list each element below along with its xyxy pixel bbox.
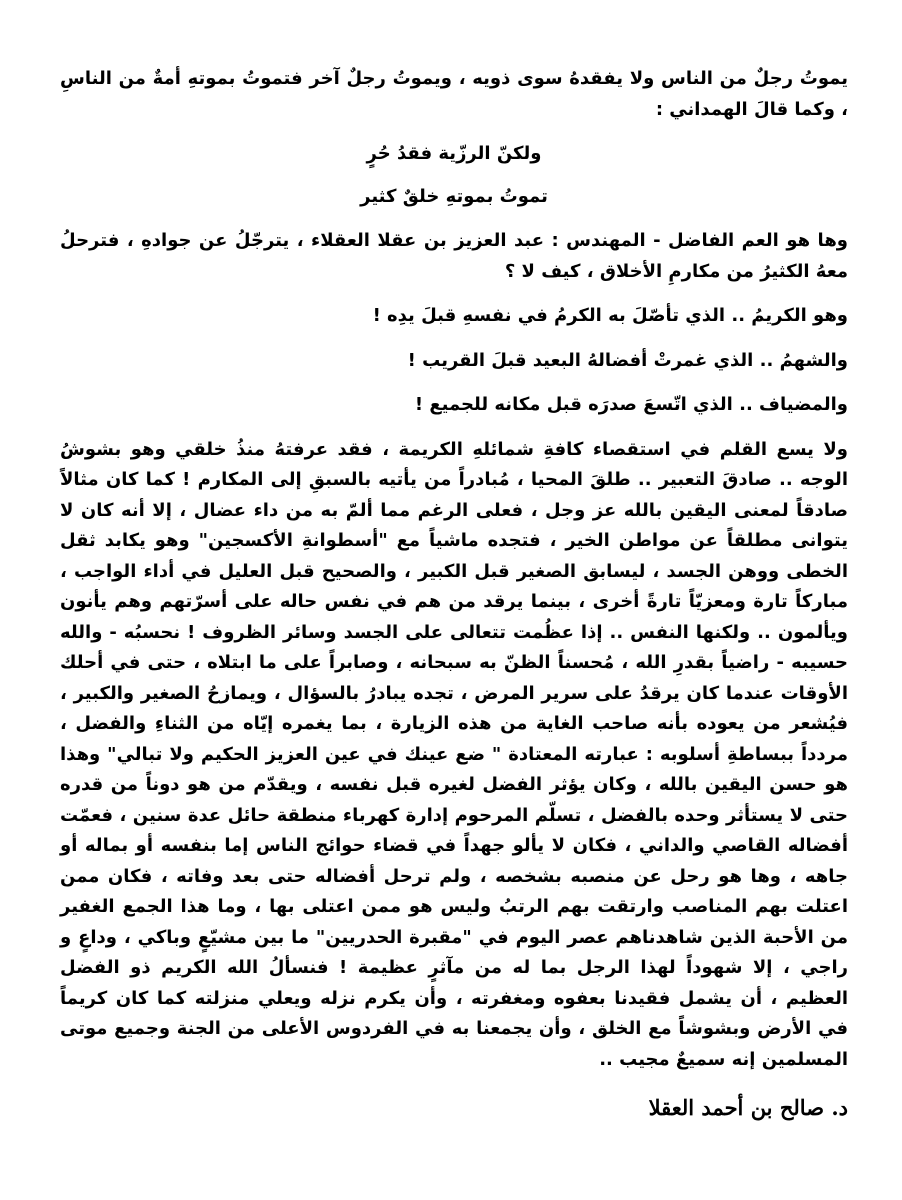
intro-paragraph: يموتُ رجلٌ من الناس ولا يفقدهُ سوى ذويه ، ويموتُ رجلٌ آخر فتموتُ بموتهِ أمةٌ من الناسِ ، وكما قالَ الهمداني :	[60, 68, 848, 120]
tribute-paragraph: وها هو العم الفاضل - المهندس : عبد العزيز بن عقلا العقلاء ، يترجّلُ عن جوادهِ ، فترحلُ معهُ الكثيرُ من مكارمِ الأخلاق ، كيف لا ؟	[60, 230, 848, 282]
signature: د. صالح بن أحمد العقلا	[648, 1095, 848, 1120]
body-paragraph: ولا يسع القلم في استقصاء كافةِ شمائلهِ الكريمة ، فقد عرفتهُ منذُ خلقي وهو بشوشُ الوجه .. صادقَ التعبير .. طلقَ المحيا ، مُبادراً من يأتيه بالسبقِ إلى المكارم ! كما كان مثالاً صادقاً لمعنى اليقين بالله عز وجل ، فعلى الرغم مما ألمّ به من داء عضال ، إلا أنه كان لا يتوانى مطلقاً عن مواطن الخير ، فتجده ماشياً مع "أسطوانةِ الأكسجين" وهو يكابد ثقل الخطى ووهن الجسد ، ليسابق الصغير قبل الكبير ، والصحيح قبل العليل في أداء الواجب ، مباركاً تارة ومعزيّاً تارةً أخرى ، بينما يرقد من هم في نفس حاله على أسرّتهم وهم يأنون ويألمون .. ولكنها النفس .. إذا عظُمت تتعالى على الجسد وسائر الظروف ! نحسبُه - والله حسيبه - راضياً بقدرِ الله ، مُحسناً الظنّ به سبحانه ، وصابراً على ما ابتلاه ، حتى في أحلك الأوقات عندما كان يرقدُ على سرير المرض ، تجده يبادرُ بالسؤال ، ويمازحُ الصغير والكبير ، فيُشعر من يعوده بأنه صاحب الغاية من هذه الزيارة ، بما يغمره إيّاه من الثناءِ والفضل ، مردداً ببساطةِ أسلوبه : عبارته المعتادة " ضع عينك في عين العزيز الحكيم ولا تبالي" وهذا هو حسن اليقين بالله ، وكان يؤثر الفضل لغيره قبل نفسه ، ويقدّم من هو دوناً من قدره حتى لا يستأثر وحده بالفضل ، تسلّم المرحوم إدارة كهرباء منطقة حائل عدة سنين ، فعمّت أفضاله القاصي والداني ، فكان لا يألو جهداً في قضاء حوائج الناس إما بنفسه أو بماله أو جاهه ، وها هو رحل عن منصبه بشخصه ، ولم ترحل أفضاله حتى بعد وفاته ، فكان ممن اعتلت بهم المناصب وارتقت بهم الرتبُ وليس هو ممن اعتلى بها ، وما هذا الجمع الغفير من الأحبة الذين شاهدناهم عصر اليوم في "مقبرة الحدريين" ما بين مشيّعٍ وباكي ، وداعٍ و راجي ، إلا شهوداً لهذا الرجل بما له من مآثرٍ عظيمة ! فنسألُ الله الكريم ذو الفضل العظيم ، أن يشمل فقيدنا بعفوه ومغفرته ، وأن يكرم نزله ويعلي منزلته كما كان كريماً في الأرض وبشوشاً مع الخلق ، وأن يجمعنا به في الفردوس الأعلى من الجنة وجميع موتى المسلمين إنه سميعٌ مجيب ..	[60, 438, 848, 1070]
poem-verse-2: تموتُ بموتهِ خلقٌ كثير	[360, 185, 548, 207]
praise-line-generous: وهو الكريمُ .. الذي تأصّلَ به الكرمُ في نفسهِ قبلَ يدِه !	[372, 305, 848, 326]
document-page	[60, 64, 848, 1123]
praise-line-gallant: والشهمُ .. الذي غمرتْ أفضالهُ البعيد قبلَ القريب !	[407, 349, 848, 371]
poem-verse-1: ولكنّ الرزّية فقدُ حُرٍ	[366, 143, 542, 164]
praise-line-hospitable: والمضياف .. الذي اتّسعَ صدرَه قبل مكانه للجميع !	[414, 394, 848, 415]
